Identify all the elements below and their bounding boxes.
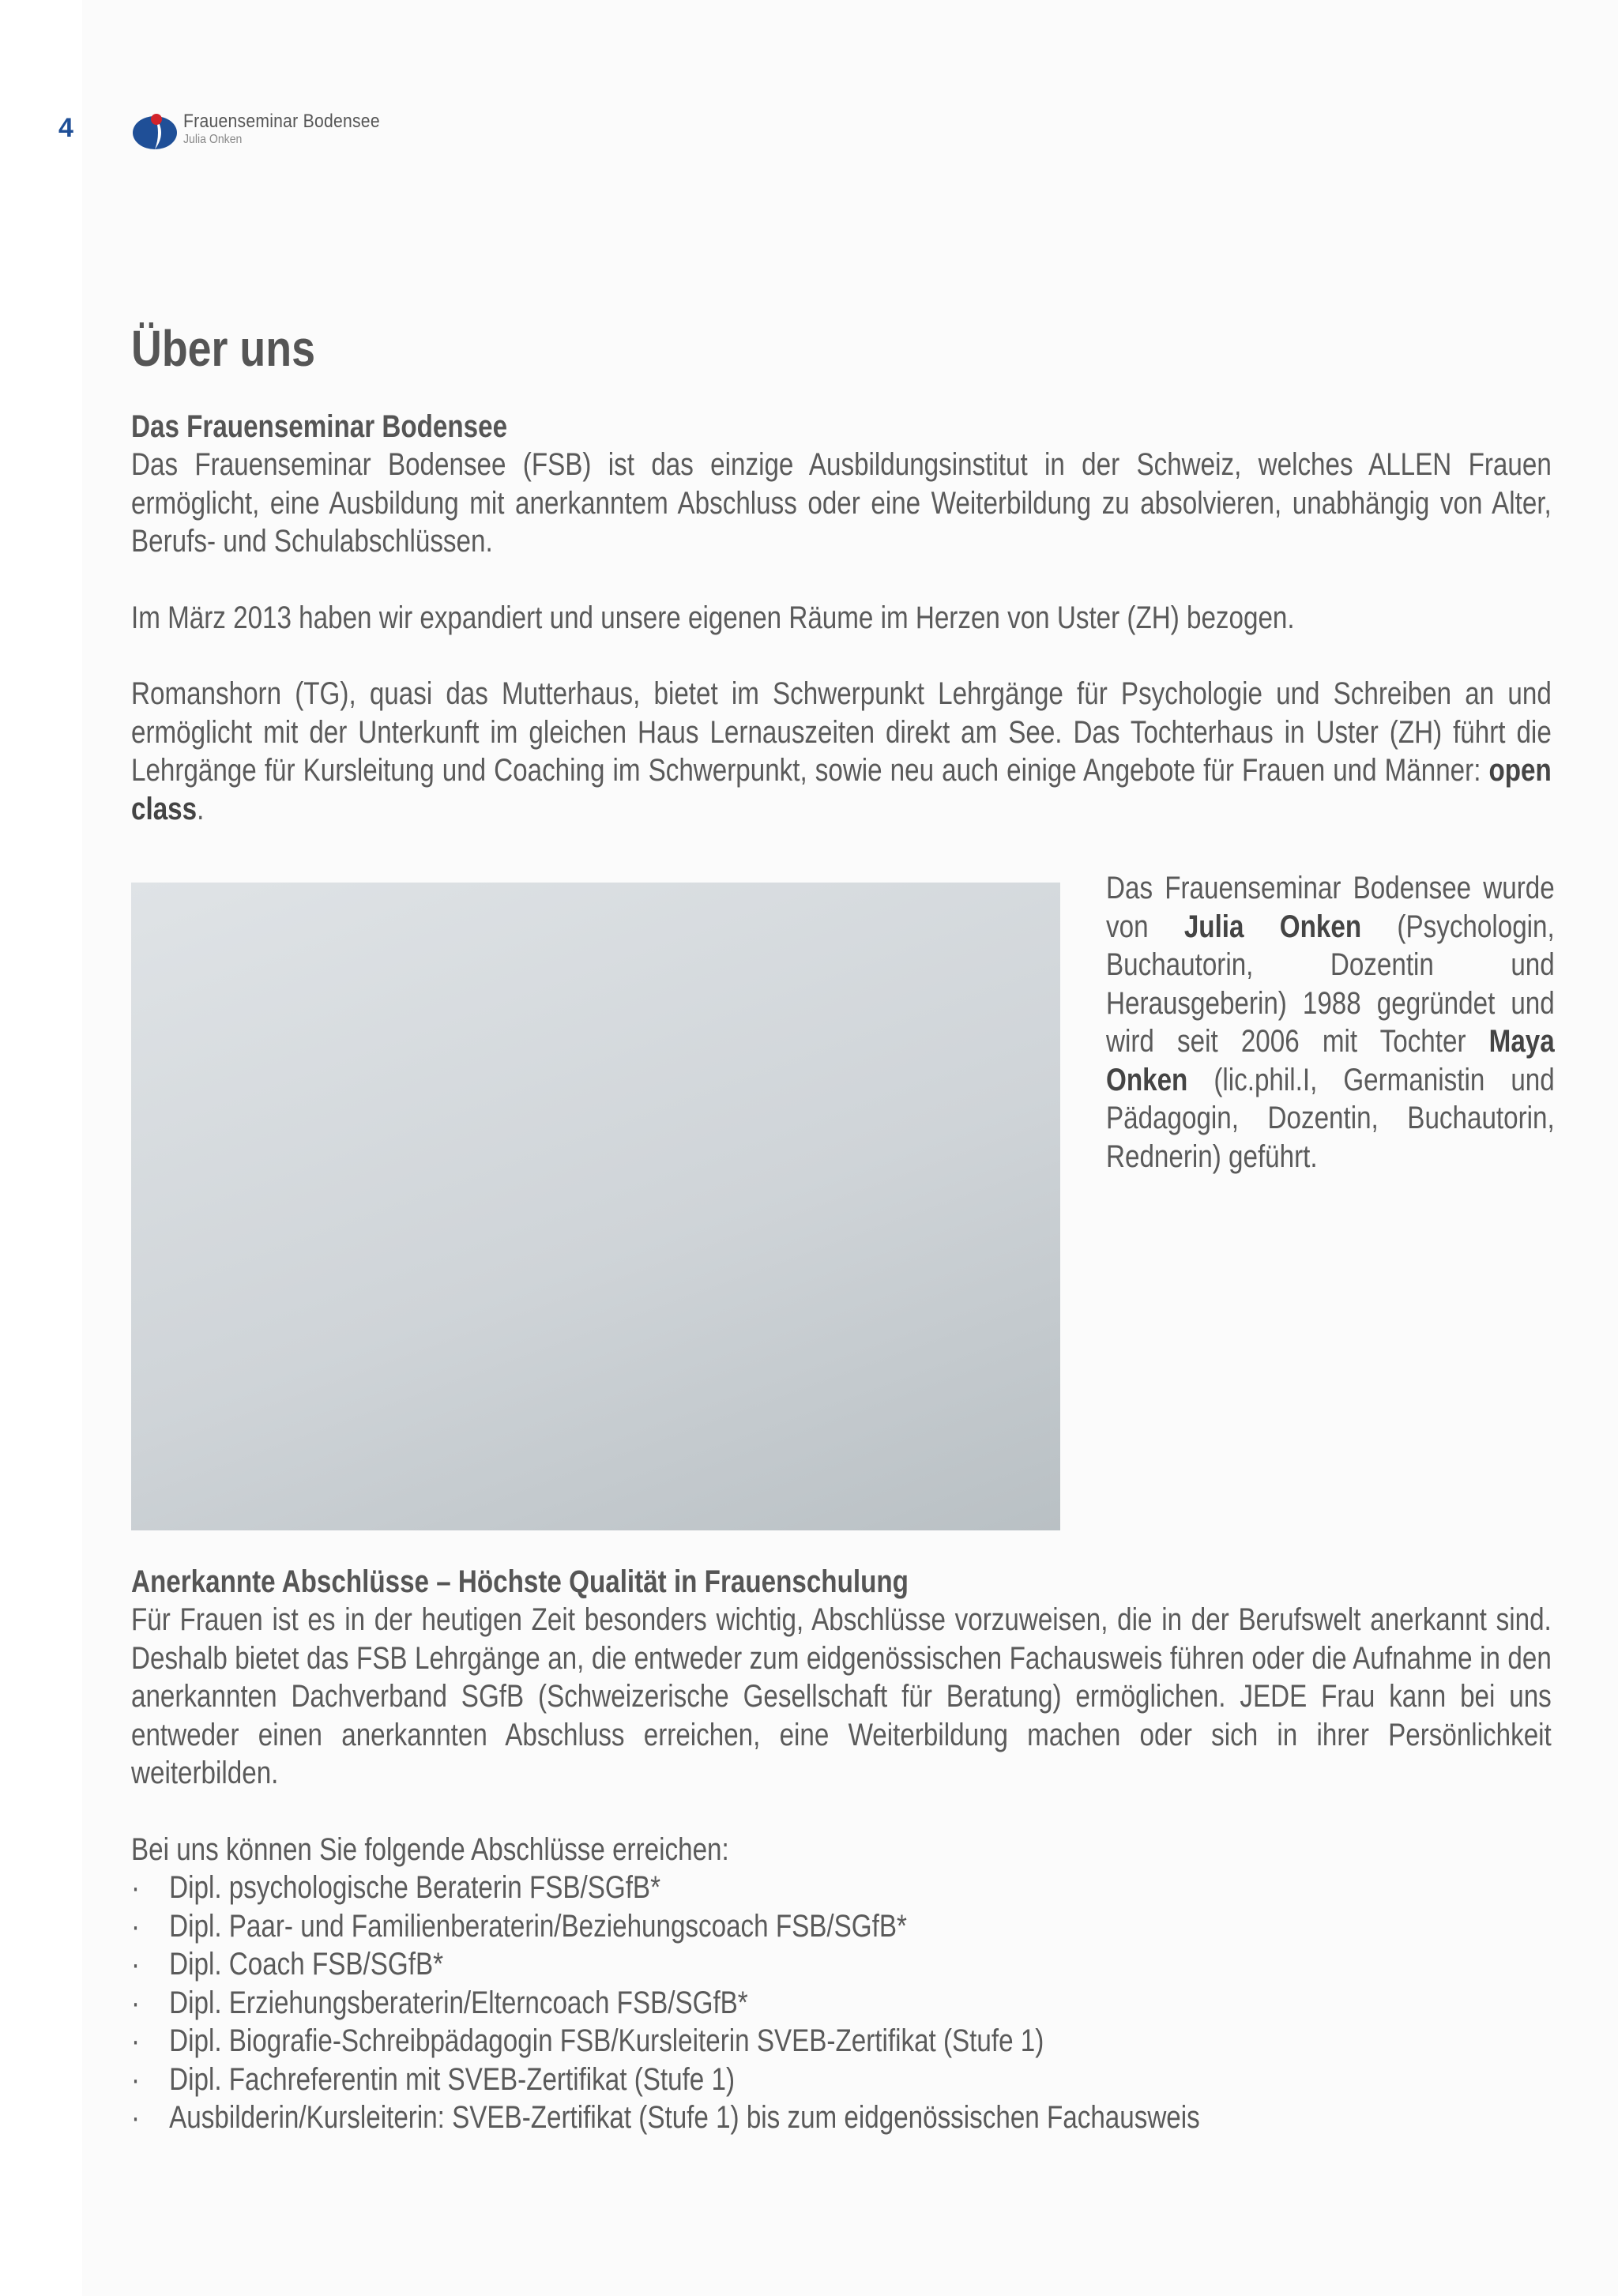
qualification-paragraph: Für Frauen ist es in der heutigen Zeit besonders wichtig, Abschlüsse vorzuweisen, die in der Berufswelt anerkannt sind. Deshalb bietet das FSB Lehrgänge an, die entweder zum eidgenössischen Fachausweis führen oder die Aufnahme in den anerkannten Dachverband SGfB (Schweizerische Gesellschaft für Beratung) ermöglichen. JEDE Frau kann bei uns entweder einen anerkannten Abschluss erreichen, eine Weiterbildung machen oder sich in ihrer Persönlichkeit weiterbilden. (131, 1602, 1552, 1790)
list-item (131, 1945, 1552, 1984)
list-item-text: Dipl. Paar- und Familienberaterin/Beziehungscoach FSB/SGfB* (169, 1908, 907, 1944)
locations-paragraph (131, 675, 1552, 828)
brand-subtitle: Julia Onken (183, 133, 243, 146)
bullet-icon: · (131, 2061, 141, 2097)
bullet-icon: · (131, 2023, 141, 2058)
list-item (131, 2061, 1552, 2099)
brand-block (183, 111, 407, 147)
expansion-paragraph: Im März 2013 haben wir expandiert und unsere eigenen Räume im Herzen von Uster (ZH) bezogen. (131, 600, 1295, 635)
list-intro: Bei uns können Sie folgende Abschlüsse erreichen: (131, 1831, 729, 1867)
name-julia-onken: Julia Onken (1183, 909, 1362, 944)
locations-end: . (197, 791, 205, 826)
founders-description (1106, 869, 1555, 1176)
intro-paragraph: Das Frauenseminar Bodensee (FSB) ist das einzige Ausbildungsinstitut in der Schweiz, welches ALLEN Frauen ermöglicht, eine Ausbildung mit anerkanntem Abschluss oder eine Weiterbildung zu absolvieren, unabhängig von Alter, Berufs- und Schulabschlüssen. (131, 447, 1552, 559)
list-item (131, 2098, 1552, 2137)
founders-text-3: (lic.phil.I, Germanistin und Pädagogin, Dozentin, Buchautorin, Rednerin) geführt. (1106, 1062, 1555, 1174)
fsb-logo-icon (131, 109, 188, 150)
list-item (131, 1907, 1552, 1946)
degree-list (131, 1869, 1552, 2137)
bullet-icon: · (131, 1985, 141, 2020)
list-item (131, 1984, 1552, 2023)
section-heading-frauenseminar: Das Frauenseminar Bodensee (131, 409, 508, 444)
list-item-text: Dipl. psychologische Beraterin FSB/SGfB* (169, 1870, 660, 1905)
list-item (131, 1869, 1552, 1907)
list-item-text: Ausbilderin/Kursleiterin: SVEB-Zertifikat (Stufe 1) bis zum eidgenössischen Fachausweis (169, 2100, 1200, 2135)
section-abschluesse (131, 1563, 1552, 2137)
list-item-text: Dipl. Erziehungsberaterin/Elterncoach FSB/SGfB* (169, 1985, 748, 2020)
list-item-text: Dipl. Fachreferentin mit SVEB-Zertifikat (Stufe 1) (169, 2061, 736, 2097)
founders-paragraph (1106, 869, 1555, 1176)
name-maya-onken: Maya Onken (1106, 1024, 1555, 1097)
bullet-icon: · (131, 1947, 141, 1982)
list-item-text: Dipl. Coach FSB/SGfB* (169, 1947, 444, 1982)
brand-name: Frauenseminar Bodensee (183, 111, 380, 132)
section-frauenseminar (131, 408, 1552, 828)
bullet-icon: · (131, 1908, 141, 1944)
bullet-icon: · (131, 1870, 141, 1905)
founders-text-2: (Psychologin, Buchautorin, Dozentin und Herausgeberin) 1988 gegründet und wird seit 2006 mit Tochter (1106, 909, 1555, 1059)
bullet-icon: · (131, 2100, 141, 2135)
founders-text-1: Das Frauenseminar Bodensee wurde von (1106, 871, 1555, 944)
locations-text: Romanshorn (TG), quasi das Mutterhaus, bietet im Schwerpunkt Lehrgänge für Psychologie und Schreiben an und ermöglicht mit der Unterkunft im gleichen Haus Lernauszeiten direkt am See. Das Tochterhaus in Uster (ZH) führt die Lehrgänge für Kursleitung und Coaching im Schwerpunkt, sowie neu auch einige Angebote für Frauen und Männer: (131, 676, 1552, 788)
page-number: 4 (58, 113, 73, 143)
section-heading-abschluesse: Anerkannte Abschlüsse – Höchste Qualität in Frauenschulung (131, 1564, 909, 1599)
list-item-text: Dipl. Biografie-Schreibpädagogin FSB/Kursleiterin SVEB-Zertifikat (Stufe 1) (169, 2023, 1044, 2058)
open-class-label: open class (131, 753, 1552, 826)
founders-photo (131, 883, 1060, 1530)
list-item (131, 2022, 1552, 2061)
page-title: Über uns (131, 320, 315, 377)
